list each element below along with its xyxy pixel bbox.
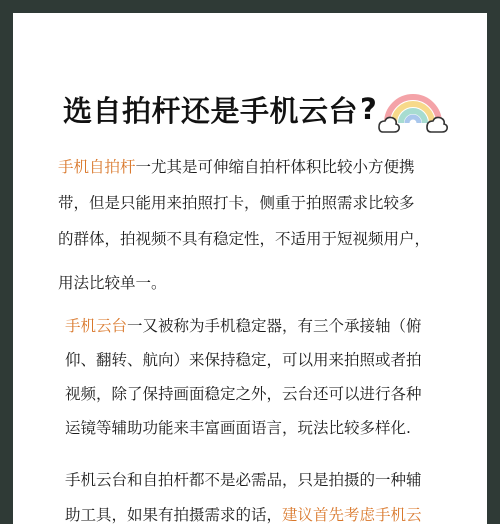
title-question-mark: ? — [360, 92, 377, 126]
paragraph1-line: 用法比较单一。 — [58, 274, 167, 292]
paragraph-selfie-stick — [58, 149, 448, 301]
paragraph2-line — [65, 309, 455, 343]
highlight-selfie-stick: 手机自拍杆 — [58, 158, 136, 176]
paragraph1-line: 的群体，拍视频不具有稳定性，不适用于短视频用户， — [58, 230, 431, 248]
paragraph3-line: 手机云台和自拍杆都不是必需品，只是拍摄的一种辅 — [65, 471, 422, 489]
highlight-recommendation: 建议首先考虑手机云 — [282, 506, 422, 524]
rainbow-cloud-icon — [377, 83, 449, 135]
paragraph-conclusion — [65, 463, 455, 524]
paragraph3-text: 助工具，如果有拍摄需求的话， — [65, 506, 283, 524]
paragraph2-text: 一又被称为手机稳定器，有三个承接轴（俯 — [127, 317, 422, 335]
paragraph1-line — [58, 149, 448, 185]
title-row — [63, 79, 377, 139]
article-card — [13, 13, 487, 524]
highlight-gimbal: 手机云台 — [65, 317, 128, 335]
paragraph1-line: 带，但是只能用来拍照打卡，侧重于拍照需求比较多 — [58, 194, 415, 212]
paragraph-gimbal — [65, 309, 455, 445]
paragraph2-line: 运镜等辅助功能来丰富画面语言，玩法比较多样化. — [65, 419, 411, 437]
paragraph2-line: 仰、翻转、航向）来保持稳定，可以用来拍照或者拍 — [65, 351, 422, 369]
paragraph2-line: 视频，除了保持画面稳定之外，云台还可以进行各种 — [65, 385, 422, 403]
paragraph3-line — [65, 498, 455, 524]
paragraph1-text: 一尤其是可伸缩自拍杆体积比较小方便携 — [135, 158, 415, 176]
page-title: 选自拍杆还是手机云台 — [63, 93, 359, 128]
